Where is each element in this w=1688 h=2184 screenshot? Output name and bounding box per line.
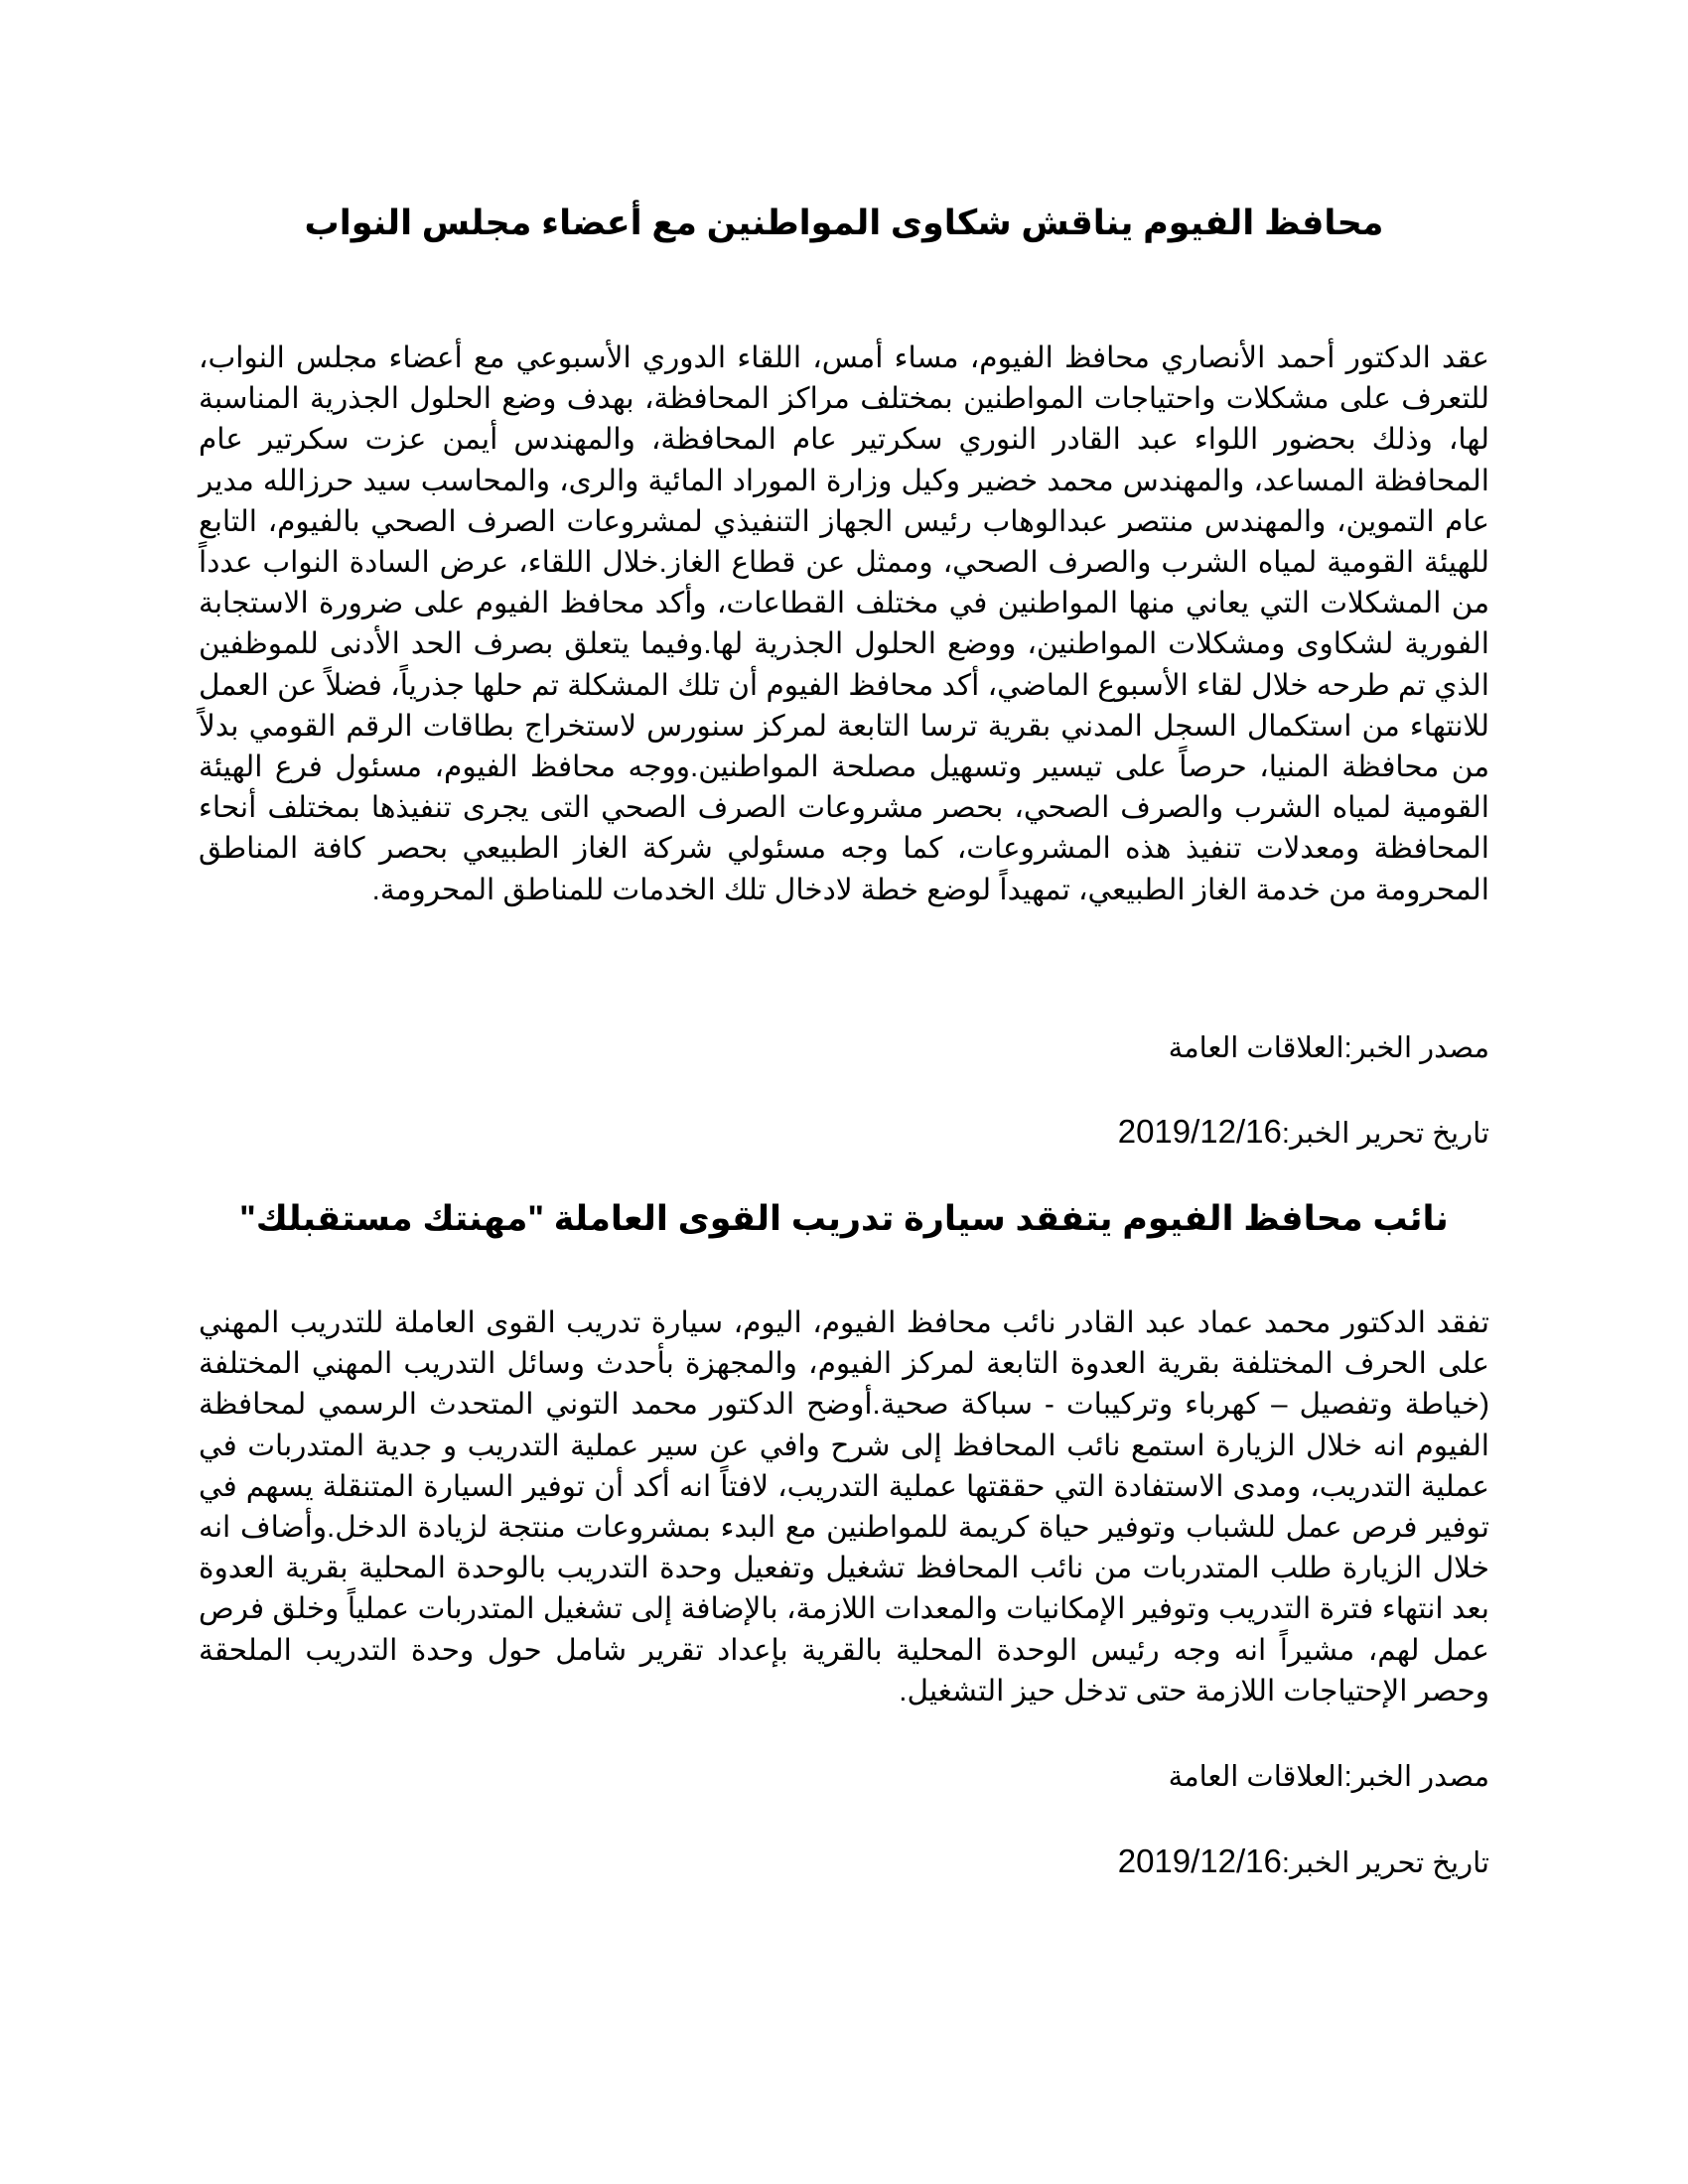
article-2-body: تفقد الدكتور محمد عماد عبد القادر نائب محافظ الفيوم، اليوم، سيارة تدريب القوى العاملة للتدريب المهني على الحرف المختلفة بقرية العدوة التابعة لمركز الفيوم، والمجهزة بأحدث وسائل التدريب المهني المختلفة (خياطة وتفصيل – كهرباء وتركيبات - سباكة صحية.أوضح الدكتور محمد التوني المتحدث الرسمي لمحافظة الفيوم انه خلال الزيارة استمع نائب المحافظ إلى شرح وافي عن سير عملية التدريب و جدية المتدربات في عملية التدريب، ومدى الاستفادة التي حققتها عملية التدريب، لافتاً انه أكد أن توفير السيارة المتنقلة يسهم في توفير فرص عمل للشباب وتوفير حياة كريمة للمواطنين مع البدء بمشروعات منتجة لزيادة الدخل.وأضاف انه خلال الزيارة طلب المتدربات من نائب المحافظ تشغيل وتفعيل وحدة التدريب بالوحدة المحلية بقرية العدوة بعد انتهاء فترة التدريب وتوفير الإمكانيات والمعدات اللازمة، بالإضافة إلى تشغيل المتدربات عملياً وخلق فرص عمل لهم، مشيراً انه وجه رئيس الوحدة المحلية بالقرية بإعداد تقرير شامل حول وحدة التدريب الملحقة وحصر الإحتياجات اللازمة حتى تدخل حيز التشغيل.: [199, 1306, 1489, 1707]
source-value: العلاقات العامة: [1168, 1761, 1344, 1793]
source-label: مصدر الخبر:: [1343, 1761, 1489, 1793]
article-2-date: [199, 1842, 1489, 1883]
article-2-source: [199, 1757, 1489, 1797]
article-1-date: [199, 1112, 1489, 1154]
date-label: تاريخ تحرير الخبر:: [1281, 1847, 1489, 1879]
article-1-title: محافظ الفيوم يناقش شكاوى المواطنين مع أعضاء مجلس النواب: [304, 204, 1384, 242]
article-2-title: نائب محافظ الفيوم يتفقد سيارة تدريب القوى العاملة "مهنتك مستقبلك": [239, 1199, 1449, 1238]
source-label: مصدر الخبر:: [1343, 1032, 1489, 1064]
source-value: العلاقات العامة: [1168, 1032, 1344, 1064]
article-1-source: [199, 1028, 1489, 1068]
date-label: تاريخ تحرير الخبر:: [1281, 1118, 1489, 1150]
date-value: 2019/12/16: [1117, 1113, 1282, 1150]
article-1-body: عقد الدكتور أحمد الأنصاري محافظ الفيوم، مساء أمس، اللقاء الدوري الأسبوعي مع أعضاء مجلس النواب، للتعرف على مشكلات واحتياجات المواطنين بمختلف مراكز المحافظة، بهدف وضع الحلول الجذرية المناسبة لها، وذلك بحضور اللواء عبد القادر النوري سكرتير عام المحافظة، والمهندس أيمن عزت سكرتير عام المحافظة المساعد، والمهندس محمد خضير وكيل وزارة الموراد المائية والرى، والمحاسب سيد حرزالله مدير عام التموين، والمهندس منتصر عبدالوهاب رئيس الجهاز التنفيذي لمشروعات الصرف الصحي بالفيوم، التابع للهيئة القومية لمياه الشرب والصرف الصحي، وممثل عن قطاع الغاز.خلال اللقاء، عرض السادة النواب عدداً من المشكلات التي يعاني منها المواطنين في مختلف القطاعات، وأكد محافظ الفيوم على ضرورة الاستجابة الفورية لشكاوى ومشكلات المواطنين، ووضع الحلول الجذرية لها.وفيما يتعلق بصرف الحد الأدنى للموظفين الذي تم طرحه خلال لقاء الأسبوع الماضي، أكد محافظ الفيوم أن تلك المشكلة تم حلها جذرياً، فضلاً عن العمل للانتهاء من استكمال السجل المدني بقرية ترسا التابعة لمركز سنورس لاستخراج بطاقات الرقم القومي بدلاً من محافظة المنيا، حرصاً على تيسير وتسهيل مصلحة المواطنين.ووجه محافظ الفيوم، مسئول فرع الهيئة القومية لمياه الشرب والصرف الصحي، بحصر مشروعات الصرف الصحي التى يجرى تنفيذها بمختلف أنحاء المحافظة ومعدلات تنفيذ هذه المشروعات، كما وجه مسئولي شركة الغاز الطبيعي بحصر كافة المناطق المحرومة من خدمة الغاز الطبيعي، تمهيداً لوضع خطة لادخال تلك الخدمات للمناطق المحرومة.: [199, 341, 1489, 906]
date-value: 2019/12/16: [1117, 1843, 1282, 1879]
